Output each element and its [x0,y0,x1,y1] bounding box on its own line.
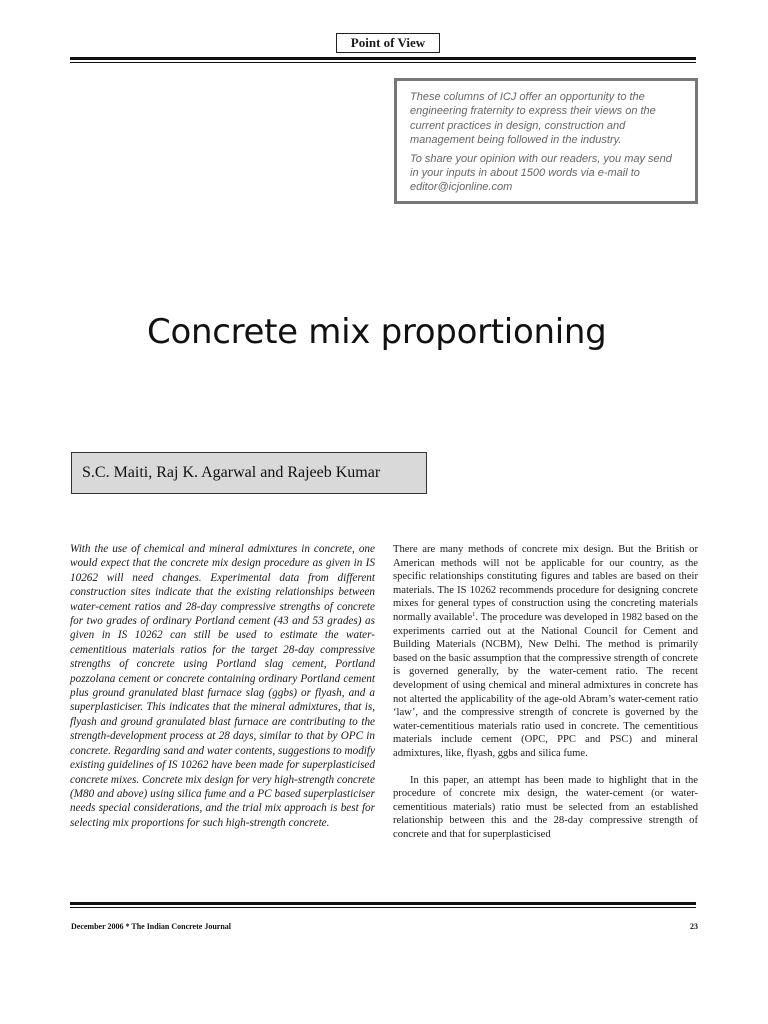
section-tag: Point of View [336,33,440,53]
footer-rule-thin [70,907,696,908]
editorial-info-box [394,78,698,204]
body-paragraph [393,543,698,761]
header-rule-thick [70,57,696,60]
footer-issue-line: December 2006 * The Indian Concrete Journal [71,922,231,931]
authors-box [71,452,427,494]
article-title: Concrete mix proportioning [147,312,607,352]
reference-marker: 1 [472,610,476,618]
info-box-paragraph: These columns of ICJ offer an opportunity to the engineering fraternity to express their views on the current practices in design, construction and management being followed in the industry. [410,91,656,147]
info-box-paragraph: To share your opinion with our readers, you may send in your inputs in about 1500 words via e-mail to editor@icjonline.com [410,152,672,194]
footer-rule-thick [70,902,696,905]
body-text: . The procedure was developed in 1982 based on the experiments carried out at the National Council for Cement and Building Materials (NCBM), New Delhi. The method is primarily based on the basic assumption that the compressive strength of concrete is governed generally, by the water-cement ratio. The recent development of using chemical and mineral admixtures in concrete has not alterted the applicability of the age-old Abram’s water-cement ratio ‘law’, and the compressive strength of concrete is governed by the water-cementitious materials ratio used in concrete. The cementitious materials include cement (OPC, PPC and PSC) and mineral admixtures, like, flyash, ggbs and silica fume. [393,611,698,759]
body-paragraph: In this paper, an attempt has been made to highlight that in the procedure of concrete mix design, the water-cement (or water-cementitious materials) ratio must be selected from an established relationship between this and the 28-day compressive strength of concrete and that for superplasticised [393,774,698,840]
header-rule-thin [70,62,696,63]
body-column [393,543,698,841]
abstract: With the use of chemical and mineral admixtures in concrete, one would expect that the concrete mix design procedure as given in IS 10262 will need changes. Experimental data from different construction sites indicate that the existing relationships between water-cement ratios and 28-day compressive strengths of concrete for two grades of ordinary Portland cement (43 and 53 grades) as given in IS 10262 can still be used to estimate the water-cementitious materials ratios for the target 28-day compressive strengths of concrete using Portland slag cement, Portland pozzolana cement or concrete containing ordinary Portland cement plus ground granulated blast furnace slag (ggbs) or flyash, and a superplasticiser. This indicates that the mineral admixtures, that is, flyash and ground granulated blast furnace are contributing to the strength-development process at 28 days, similar to that by OPC in concrete. Regarding sand and water contents, suggestions to modify existing guidelines of IS 10262 have been made for superplasticised concrete mixes. Concrete mix design for very high-strength concrete (M80 and above) using silica fume and a PC based superplasticiser needs special considerations, and the trial mix approach is best for selecting mix proportions for such high-strength concrete. [70,543,375,829]
body-text: There are many methods of concrete mix design. But the British or American methods will not be applicable for our country, as the specific relationships constituting figures and tables are based on their materials. The IS 10262 recommends procedure for designing concrete mixes for general types of construction using the concreting materials normally available [393,544,698,623]
page-number: 23 [690,922,698,931]
authors: S.C. Maiti, Raj K. Agarwal and Rajeeb Kumar [82,464,381,481]
